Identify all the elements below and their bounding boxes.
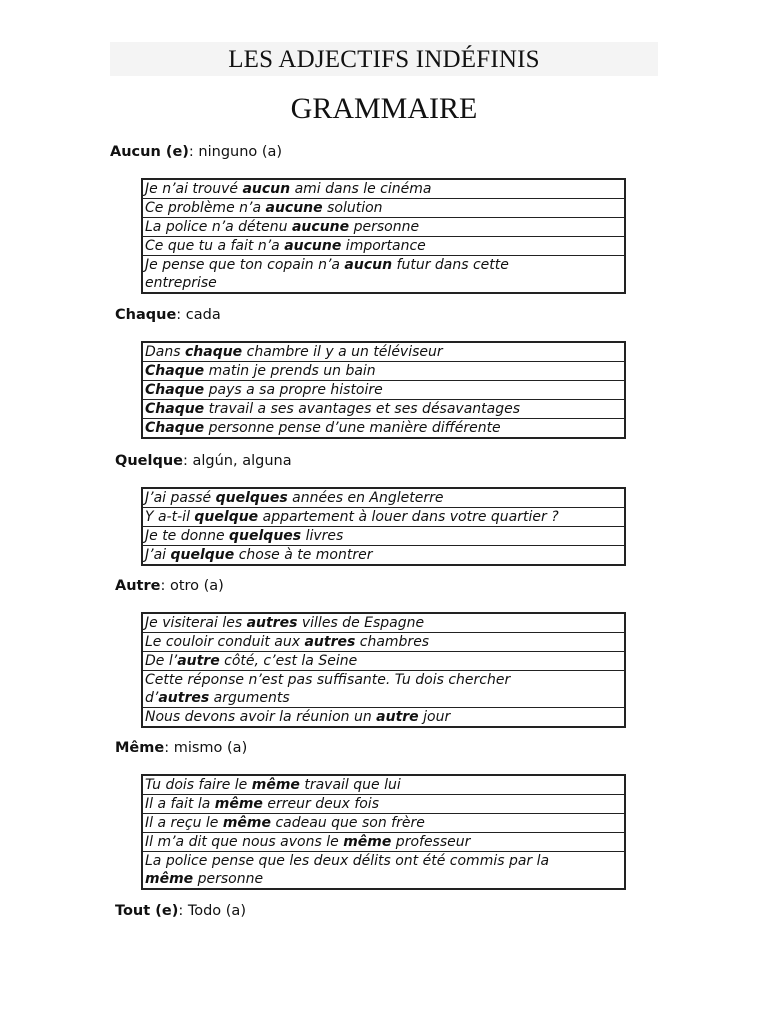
example-text: Il m’a dit que nous avons le xyxy=(145,834,344,850)
keyword: Chaque xyxy=(145,382,205,398)
example-text: arguments xyxy=(209,690,290,706)
heading-word: Même xyxy=(115,740,165,756)
table-row xyxy=(142,613,625,633)
example-cell xyxy=(142,652,625,671)
example-text: livres xyxy=(301,528,344,544)
table-row xyxy=(142,342,625,362)
example-text: futur dans cette entreprise xyxy=(145,257,509,291)
example-text: chambres xyxy=(355,634,430,650)
example-cell xyxy=(142,708,625,728)
keyword: aucune xyxy=(284,238,342,254)
example-text: travail a ses avantages et ses désavantages xyxy=(204,401,521,417)
example-cell xyxy=(142,775,625,795)
example-cell xyxy=(142,508,625,527)
example-text: importance xyxy=(341,238,426,254)
example-text: Cette réponse n’est pas suffisante. Tu dois chercher d’ xyxy=(145,672,511,706)
section-heading-aucun xyxy=(110,143,282,161)
example-cell xyxy=(142,852,625,890)
example-text: pays a sa propre histoire xyxy=(204,382,383,398)
section-heading-autre xyxy=(115,577,224,595)
table-row xyxy=(142,852,625,890)
table-row xyxy=(142,400,625,419)
keyword: aucun xyxy=(242,181,291,197)
example-text: J’ai passé xyxy=(145,490,216,506)
example-cell xyxy=(142,814,625,833)
example-text: Dans xyxy=(145,344,185,360)
keyword: Chaque xyxy=(145,363,205,379)
keyword: aucun xyxy=(344,257,393,273)
examples-table-autre xyxy=(141,612,626,728)
example-text: Je visiterai les xyxy=(145,615,247,631)
keyword: quelques xyxy=(215,490,288,506)
example-cell xyxy=(142,237,625,256)
heading-word: Autre xyxy=(115,578,161,594)
table-row xyxy=(142,488,625,508)
example-text: travail que lui xyxy=(299,777,401,793)
heading-translation: : Todo (a) xyxy=(178,903,246,919)
heading-word: Chaque xyxy=(115,307,177,323)
example-cell xyxy=(142,342,625,362)
heading-word: Quelque xyxy=(115,453,183,469)
example-text: années en Angleterre xyxy=(287,490,444,506)
section-heading-tout xyxy=(115,902,246,920)
example-cell xyxy=(142,833,625,852)
example-text: erreur deux fois xyxy=(262,796,379,812)
keyword: même xyxy=(251,777,300,793)
table-row xyxy=(142,775,625,795)
keyword: même xyxy=(343,834,392,850)
keyword: autre xyxy=(376,709,419,725)
example-text: solution xyxy=(322,200,383,216)
example-cell xyxy=(142,671,625,708)
example-text: personne pense d’une manière différente xyxy=(204,420,501,436)
keyword: autres xyxy=(246,615,298,631)
example-cell xyxy=(142,795,625,814)
examples-table-aucun xyxy=(141,178,626,294)
example-text: chambre il y a un téléviseur xyxy=(242,344,443,360)
example-text: professeur xyxy=(391,834,471,850)
example-text: Je te donne xyxy=(145,528,230,544)
heading-translation: : mismo (a) xyxy=(164,740,248,756)
table-row xyxy=(142,546,625,566)
example-text: Il a fait la xyxy=(145,796,215,812)
example-cell xyxy=(142,633,625,652)
table-row xyxy=(142,508,625,527)
example-cell xyxy=(142,256,625,294)
keyword: aucune xyxy=(291,219,350,235)
example-text: appartement à louer dans votre quartier ? xyxy=(258,509,559,525)
example-text: côté, c’est la Seine xyxy=(219,653,358,669)
example-text: De l’ xyxy=(145,653,178,669)
keyword: Chaque xyxy=(145,420,205,436)
keyword: quelques xyxy=(229,528,302,544)
example-cell xyxy=(142,362,625,381)
example-text: La police pense que les deux délits ont été commis par la xyxy=(145,853,550,869)
keyword: aucune xyxy=(265,200,323,216)
example-text: La police n’a détenu xyxy=(145,219,292,235)
example-text: jour xyxy=(418,709,451,725)
example-cell xyxy=(142,546,625,566)
examples-table-quelque xyxy=(141,487,626,566)
heading-word: Tout (e) xyxy=(115,903,179,919)
example-text: J’ai xyxy=(145,547,171,563)
example-text: matin je prends un bain xyxy=(204,363,376,379)
example-cell xyxy=(142,488,625,508)
table-row xyxy=(142,362,625,381)
section-heading-quelque xyxy=(115,452,292,470)
table-row xyxy=(142,419,625,439)
example-text: cadeau que son frère xyxy=(271,815,425,831)
table-row xyxy=(142,237,625,256)
example-text: Je n’ai trouvé xyxy=(145,181,243,197)
section-heading-meme xyxy=(115,739,247,757)
example-cell xyxy=(142,419,625,439)
example-text: Le couloir conduit aux xyxy=(145,634,305,650)
keyword: même xyxy=(145,871,194,887)
example-text: Nous devons avoir la réunion un xyxy=(145,709,377,725)
example-cell xyxy=(142,199,625,218)
example-text: Ce problème n’a xyxy=(145,200,266,216)
heading-word: Aucun (e) xyxy=(110,144,189,160)
table-row xyxy=(142,527,625,546)
heading-translation: : otro (a) xyxy=(160,578,224,594)
keyword: quelque xyxy=(170,547,235,563)
section-heading-chaque xyxy=(115,306,221,324)
example-text: personne xyxy=(349,219,420,235)
table-row xyxy=(142,218,625,237)
keyword: quelque xyxy=(194,509,259,525)
table-row xyxy=(142,814,625,833)
table-row xyxy=(142,633,625,652)
heading-translation: : algún, alguna xyxy=(183,453,292,469)
keyword: autres xyxy=(304,634,356,650)
example-text: ami dans le cinéma xyxy=(290,181,432,197)
keyword: même xyxy=(214,796,263,812)
example-cell xyxy=(142,527,625,546)
example-cell xyxy=(142,381,625,400)
example-text: Tu dois faire le xyxy=(145,777,252,793)
keyword: même xyxy=(222,815,272,831)
examples-table-chaque xyxy=(141,341,626,439)
table-row xyxy=(142,381,625,400)
table-row xyxy=(142,833,625,852)
example-cell xyxy=(142,613,625,633)
table-row xyxy=(142,708,625,728)
table-row xyxy=(142,199,625,218)
document-title: LES ADJECTIFS INDÉFINIS xyxy=(110,42,658,76)
example-text: Il a reçu le xyxy=(145,815,223,831)
keyword: autre xyxy=(177,653,220,669)
example-text: personne xyxy=(193,871,264,887)
example-text: villes de Espagne xyxy=(297,615,425,631)
example-text: chose à te montrer xyxy=(234,547,373,563)
heading-translation: : cada xyxy=(176,307,221,323)
document-subtitle: GRAMMAIRE xyxy=(290,92,478,125)
table-row xyxy=(142,671,625,708)
keyword: autres xyxy=(158,690,210,706)
example-cell xyxy=(142,179,625,199)
example-text: Y a-t-il xyxy=(145,509,195,525)
keyword: chaque xyxy=(184,344,243,360)
table-row xyxy=(142,179,625,199)
heading-translation: : ninguno (a) xyxy=(188,144,283,160)
table-row xyxy=(142,652,625,671)
table-row xyxy=(142,795,625,814)
example-cell xyxy=(142,218,625,237)
example-cell xyxy=(142,400,625,419)
keyword: Chaque xyxy=(145,401,205,417)
table-row xyxy=(142,256,625,294)
example-text: Ce que tu a fait n’a xyxy=(145,238,285,254)
example-text: Je pense que ton copain n’a xyxy=(145,257,345,273)
examples-table-meme xyxy=(141,774,626,890)
